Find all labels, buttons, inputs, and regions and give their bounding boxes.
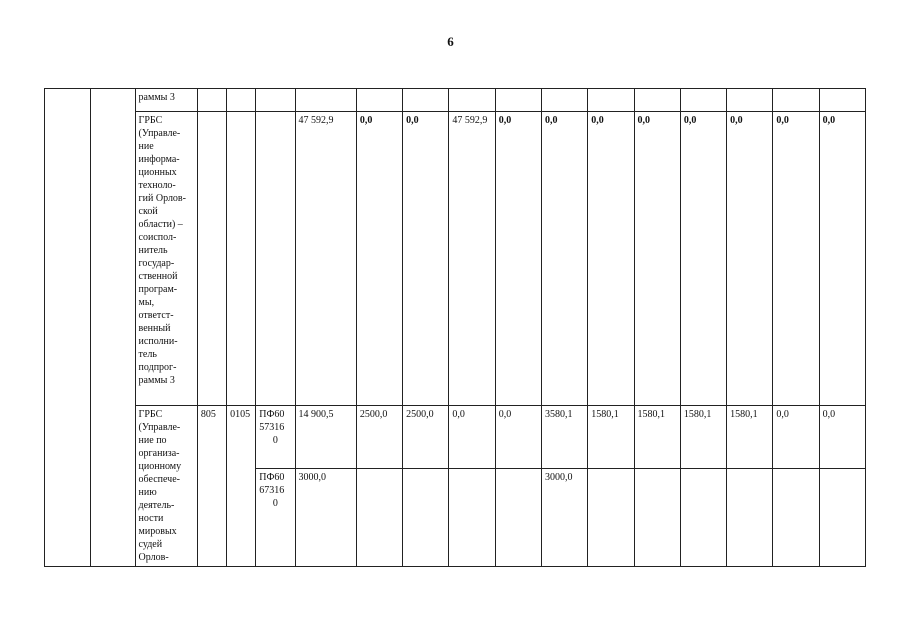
cell-grbs-name <box>135 406 197 567</box>
cell-value <box>403 469 449 567</box>
cell-value: 1580,1 <box>727 406 773 469</box>
table-row-header-continuation <box>45 89 866 112</box>
cell-empty <box>197 89 226 112</box>
cell-empty <box>727 89 773 112</box>
cell-empty <box>819 89 865 112</box>
name-line: ГРБС <box>138 409 163 420</box>
cell-empty <box>227 89 256 112</box>
csr-line: 57316 <box>259 422 285 433</box>
cell-value: 0,0 <box>449 406 495 469</box>
cell-value: 0,0 <box>773 406 819 469</box>
name-line: судей <box>138 539 163 550</box>
name-line: ГРБС <box>138 115 163 126</box>
cell-value: 1580,1 <box>680 406 726 469</box>
cell-empty <box>449 89 495 112</box>
cell-empty <box>541 89 587 112</box>
name-line: нитель <box>138 245 168 256</box>
cell-value: 0,0 <box>819 406 865 469</box>
cell-value: 0,0 <box>588 112 634 406</box>
cell-value: 0,0 <box>495 112 541 406</box>
csr-line: ПФ60 <box>259 472 285 484</box>
name-line: венный <box>138 323 171 334</box>
cell-section-code <box>227 112 256 406</box>
cell-empty <box>773 89 819 112</box>
cell-value <box>495 469 541 567</box>
name-line: (Управле- <box>138 422 181 433</box>
name-line: програм- <box>138 284 178 295</box>
name-line: ственной <box>138 271 178 282</box>
cell-value: 0,0 <box>541 112 587 406</box>
cell-empty <box>356 89 402 112</box>
name-line: государ- <box>138 258 175 269</box>
name-line: ности <box>138 513 164 524</box>
cell-value: 0,0 <box>680 112 726 406</box>
cell-value: 1580,1 <box>588 406 634 469</box>
cell-value: 3000,0 <box>541 469 587 567</box>
cell-grbs-code <box>197 112 226 406</box>
cell-value: 0,0 <box>773 112 819 406</box>
name-line: ционных <box>138 167 177 178</box>
csr-line: ПФ60 <box>259 409 285 420</box>
cell-total: 47 592,9 <box>295 112 356 406</box>
cell-empty <box>45 89 91 567</box>
csr-line: 0 <box>272 435 278 446</box>
table-row-grbs-justice-department <box>45 406 866 469</box>
cell-value: 2500,0 <box>356 406 402 469</box>
name-line: нию <box>138 487 157 498</box>
cell-section-code: 0105 <box>227 406 256 567</box>
name-line: исполни- <box>138 336 178 347</box>
cell-grbs-name <box>135 112 197 406</box>
name-line: мы, <box>138 297 155 308</box>
cell-value <box>449 469 495 567</box>
cell-value <box>819 469 865 567</box>
cell-value: 3580,1 <box>541 406 587 469</box>
cell-value: 47 592,9 <box>449 112 495 406</box>
table-row-grbs-it-department <box>45 112 866 406</box>
cell-grbs-code: 805 <box>197 406 226 567</box>
cell-empty <box>403 89 449 112</box>
cell-csr-code <box>256 406 295 469</box>
name-line: раммы 3 <box>138 375 175 386</box>
cell-empty <box>256 89 295 112</box>
cell-value: 0,0 <box>495 406 541 469</box>
name-line: мировых <box>138 526 177 537</box>
csr-line: 67316 <box>259 485 285 497</box>
name-line: техноло- <box>138 180 176 191</box>
name-line: (Управле- <box>138 128 181 139</box>
cell-value <box>634 469 680 567</box>
name-line: подпрог- <box>138 362 177 373</box>
name-line: Орлов- <box>138 552 169 563</box>
cell-empty <box>680 89 726 112</box>
cell-value <box>727 469 773 567</box>
cell-empty <box>91 89 135 567</box>
budget-table <box>44 88 866 567</box>
name-line: ской <box>138 206 158 217</box>
name-line: тель <box>138 349 157 360</box>
page-number: 6 <box>447 34 454 49</box>
name-line: обеспече- <box>138 474 180 485</box>
name-line: ционному <box>138 461 182 472</box>
cell-csr-code <box>256 112 295 406</box>
name-line: организа- <box>138 448 180 459</box>
cell-total: 14 900,5 <box>295 406 356 469</box>
cell-value: 0,0 <box>403 112 449 406</box>
cell-empty <box>495 89 541 112</box>
cell-empty <box>295 89 356 112</box>
cell-value: 0,0 <box>819 112 865 406</box>
cell-total: 3000,0 <box>295 469 356 567</box>
cell-name-continuation: раммы 3 <box>135 89 197 112</box>
cell-value <box>356 469 402 567</box>
name-line: ние по <box>138 435 167 446</box>
cell-empty <box>588 89 634 112</box>
name-line: деятель- <box>138 500 175 511</box>
cell-value: 0,0 <box>356 112 402 406</box>
cell-value <box>773 469 819 567</box>
name-line: соиспол- <box>138 232 177 243</box>
name-line: области) – <box>138 219 183 230</box>
cell-empty <box>634 89 680 112</box>
name-line: информа- <box>138 154 180 165</box>
cell-value: 0,0 <box>634 112 680 406</box>
cell-value <box>680 469 726 567</box>
cell-csr-code <box>256 469 295 567</box>
cell-value: 2500,0 <box>403 406 449 469</box>
name-line: гий Орлов- <box>138 193 186 204</box>
cell-value: 0,0 <box>727 112 773 406</box>
cell-value <box>588 469 634 567</box>
cell-value: 1580,1 <box>634 406 680 469</box>
name-line: ответст- <box>138 310 174 321</box>
name-line: ние <box>138 141 154 152</box>
csr-line: 0 <box>272 498 278 510</box>
